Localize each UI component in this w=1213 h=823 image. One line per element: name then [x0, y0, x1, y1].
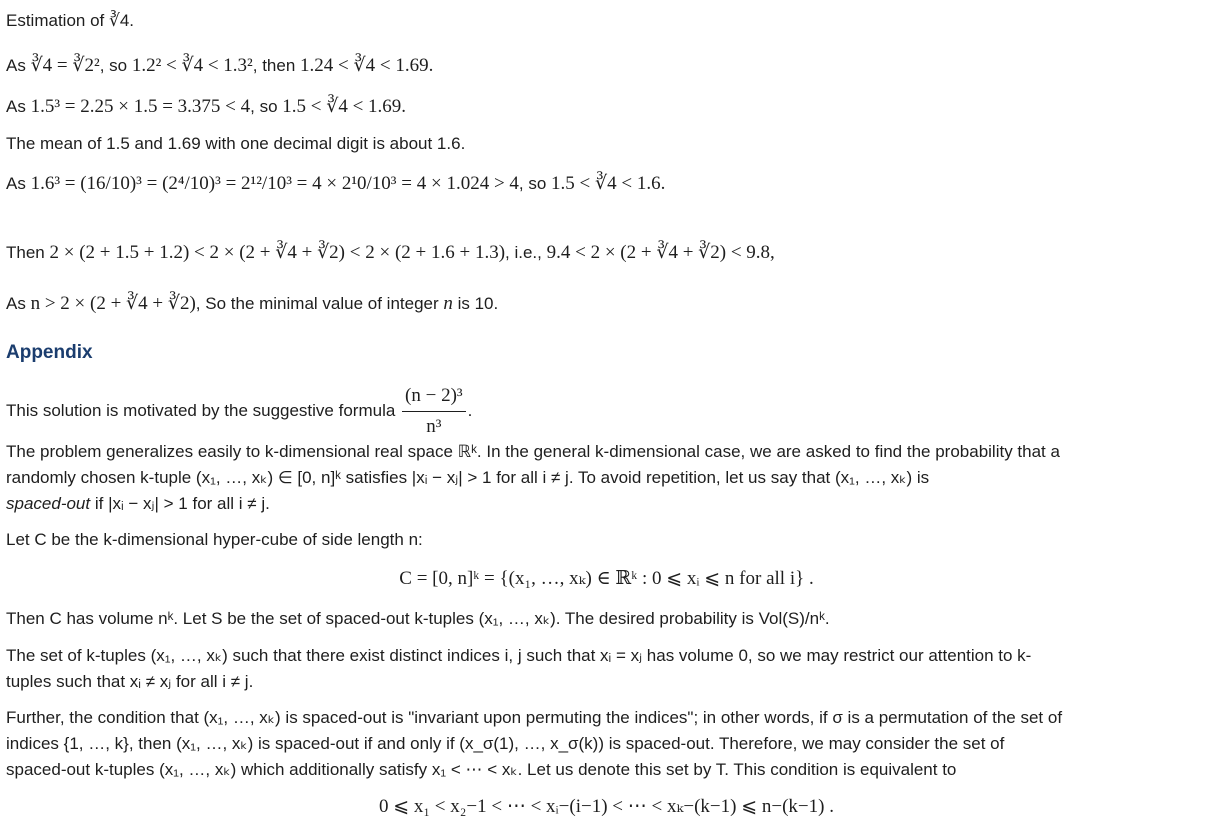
math: 1.24 < ∛4 < 1.69. — [300, 55, 434, 76]
paragraph-line: tuples such that xᵢ ≠ xⱼ for all i ≠ j. — [6, 672, 254, 691]
fraction — [402, 383, 466, 440]
appendix-heading: Appendix — [6, 342, 93, 363]
math: 1.2² < ∛4 < 1.3² — [131, 55, 253, 76]
line-minimal-n — [6, 293, 498, 315]
text: , so — [518, 174, 552, 193]
line-cube-root-bounds-2 — [6, 96, 406, 118]
text: if |xᵢ − xⱼ| > 1 for all i ≠ j. — [90, 494, 270, 513]
text: , so — [250, 97, 283, 116]
math: 1.5 < ∛4 < 1.69. — [282, 96, 407, 117]
text: , so — [99, 56, 132, 75]
text: As — [6, 97, 31, 116]
spaced-out-term: spaced-out — [6, 494, 91, 513]
text: As — [6, 56, 31, 75]
text: , then — [252, 56, 301, 75]
text: Then — [6, 243, 50, 262]
math: 1.6³ = (16/10)³ = (2⁴/10)³ = 2¹²/10³ = 4 × 2¹0/10³ = 4 × 1.024 > 4 — [30, 173, 519, 194]
line-mean: The mean of 1.5 and 1.69 with one decimal digit is about 1.6. — [6, 134, 466, 153]
fraction-numerator: (n − 2)³ — [402, 383, 466, 412]
text: is 10. — [452, 294, 499, 313]
paragraph-line: randomly chosen k-tuple (x₁, …, xₖ) ∈ [0, n]ᵏ satisfies |xᵢ − xⱼ| > 1 for all i ≠ j. To avoid repetition, let us say that (x₁, …, xₖ) is — [6, 468, 930, 487]
fraction-denominator: n³ — [426, 416, 442, 437]
math: 9.4 < 2 × (2 + ∛4 + ∛2) < 9.8, — [546, 242, 775, 263]
text: . — [467, 400, 473, 420]
paragraph-line: The problem generalizes easily to k-dimensional real space ℝᵏ. In the general k-dimensional case, we are asked to find the probability that a — [6, 442, 1060, 461]
paragraph-line: The set of k-tuples (x₁, …, xₖ) such that there exist distinct indices i, j such that xᵢ = xⱼ has volume 0, so we may restrict our attention to k- — [6, 646, 1032, 665]
paragraph-line: indices {1, …, k}, then (x₁, …, xₖ) is spaced-out if and only if (x_σ(1), …, x_σ(k)) is spaced-out. Therefore, we may consider the set of — [6, 734, 1005, 753]
paragraph-line: Then C has volume nᵏ. Let S be the set of spaced-out k-tuples (x₁, …, xₖ). The desired probability is Vol(S)/nᵏ. — [6, 609, 830, 628]
text: As — [6, 174, 31, 193]
math: n — [443, 293, 453, 314]
math: ∛4 = ∛2² — [30, 55, 100, 76]
text: , So the minimal value of integer — [195, 294, 444, 313]
line-formula — [6, 383, 472, 440]
estimation-title: Estimation of ∛4. — [6, 11, 134, 30]
line-then-inequality — [6, 242, 775, 264]
text: , i.e., — [505, 243, 547, 262]
paragraph-line — [6, 493, 270, 515]
math: 1.5 < ∛4 < 1.6. — [551, 173, 666, 194]
math: n > 2 × (2 + ∛4 + ∛2) — [30, 293, 196, 314]
line-cube-root-bounds-1 — [6, 55, 433, 77]
text: As — [6, 294, 31, 313]
math: 1.5³ = 2.25 × 1.5 = 3.375 < 4 — [30, 96, 251, 117]
text: This solution is motivated by the suggestive formula — [6, 400, 401, 420]
paragraph-line: Further, the condition that (x₁, …, xₖ) is spaced-out is "invariant upon permuting the indices"; in other words, if σ is a permutation of the set of — [6, 708, 1063, 727]
display-equation: C = [0, n]ᵏ = {(x₁, …, xₖ) ∈ ℝᵏ : 0 ⩽ xᵢ ⩽ n for all i} . — [399, 568, 814, 589]
line-cube-root-bounds-3 — [6, 173, 665, 195]
paragraph-line: Let C be the k-dimensional hyper-cube of side length n: — [6, 530, 423, 549]
display-equation: 0 ⩽ x₁ < x₂−1 < ⋯ < xᵢ−(i−1) < ⋯ < xₖ−(k−1) ⩽ n−(k−1) . — [379, 796, 834, 817]
paragraph-line: spaced-out k-tuples (x₁, …, xₖ) which additionally satisfy x₁ < ⋯ < xₖ. Let us denote this set by T. This condition is equivalent to — [6, 760, 957, 779]
math: 2 × (2 + 1.5 + 1.2) < 2 × (2 + ∛4 + ∛2) < 2 × (2 + 1.6 + 1.3) — [49, 242, 506, 263]
